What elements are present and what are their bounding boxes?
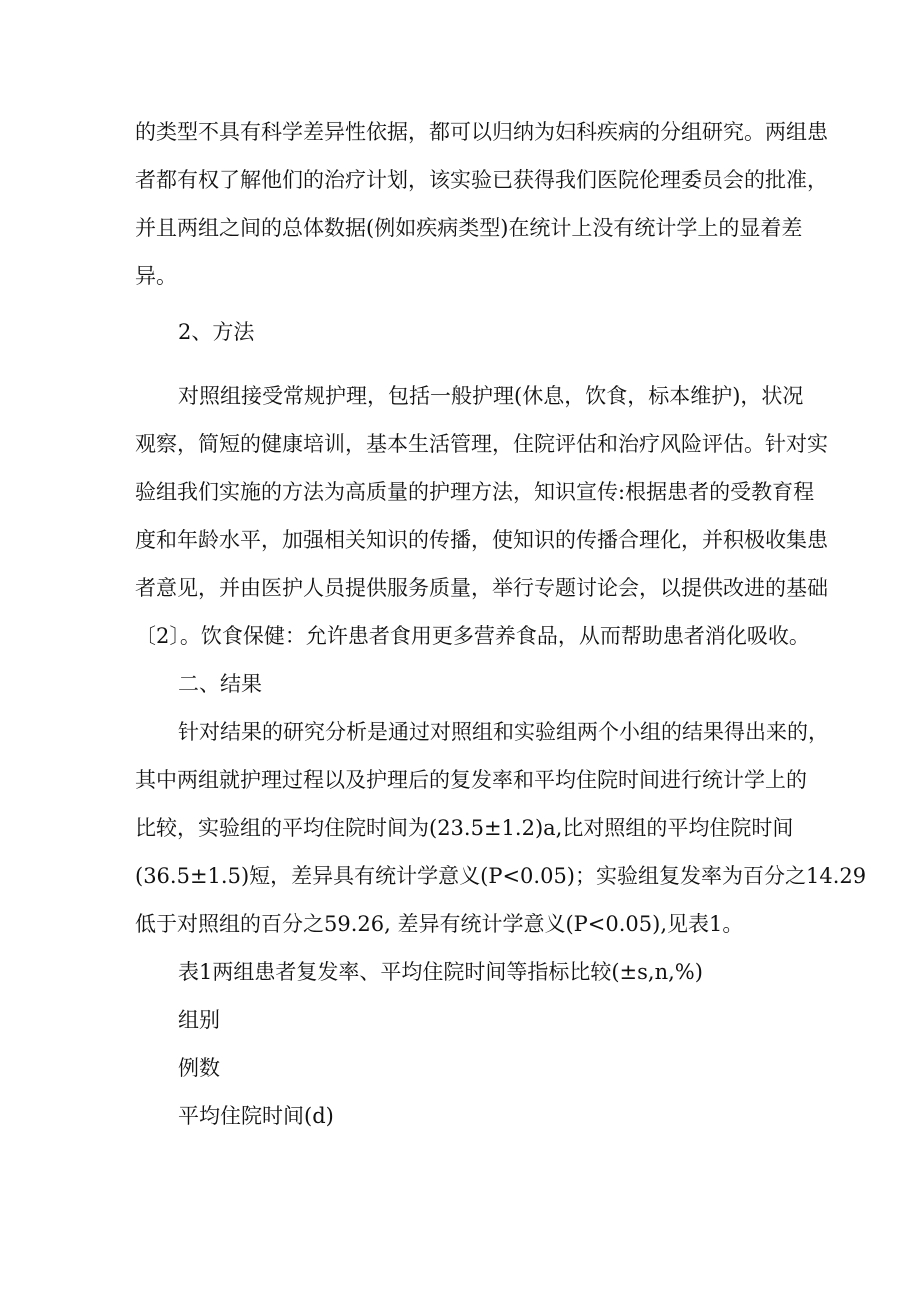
section-heading-method: 2、方法	[178, 320, 255, 344]
section-heading-results: 二、结果	[178, 672, 262, 696]
table-header-count: 例数	[178, 1056, 220, 1080]
table-header-avg-stay: 平均住院时间(d)	[178, 1104, 334, 1128]
paragraph-line: 的类型不具有科学差异性依据，都可以归纳为妇科疾病的分组研究。两组患	[135, 120, 828, 144]
paragraph-line: 对照组接受常规护理，包括一般护理(休息，饮食，标本维护)，状况	[178, 384, 804, 408]
paragraph-line: 者意见，并由医护人员提供服务质量，举行专题讨论会，以提供改进的基础	[135, 576, 828, 600]
paragraph-line: (36.5±1.5)短，差异具有统计学意义(P<0.05)；实验组复发率为百分之14.29	[135, 864, 867, 888]
paragraph-line: 〔2〕。饮食保健：允许患者食用更多营养食品，从而帮助患者消化吸收。	[135, 624, 810, 648]
paragraph-line: 比较，实验组的平均住院时间为(23.5±1.2)a,比对照组的平均住院时间	[135, 816, 794, 840]
table-caption: 表1两组患者复发率、平均住院时间等指标比较(±s,n,%)	[178, 960, 703, 984]
paragraph-line: 异。	[135, 264, 177, 288]
table-header-group: 组别	[178, 1008, 220, 1032]
paragraph-line: 验组我们实施的方法为高质量的护理方法，知识宣传:根据患者的受教育程	[135, 480, 815, 504]
paragraph-line: 度和年龄水平，加强相关知识的传播，使知识的传播合理化，并积极收集患	[135, 528, 828, 552]
paragraph-line: 低于对照组的百分之59.26, 差异有统计学意义(P<0.05),见表1。	[135, 912, 744, 936]
paragraph-line: 针对结果的研究分析是通过对照组和实验组两个小组的结果得出来的，	[178, 720, 829, 744]
paragraph-line: 其中两组就护理过程以及护理后的复发率和平均住院时间进行统计学上的	[135, 768, 807, 792]
paragraph-line: 观察，简短的健康培训，基本生活管理，住院评估和治疗风险评估。针对实	[135, 432, 828, 456]
paragraph-line: 并且两组之间的总体数据(例如疾病类型)在统计上没有统计学上的显着差	[135, 216, 803, 240]
paragraph-line: 者都有权了解他们的治疗计划，该实验已获得我们医院伦理委员会的批准，	[135, 168, 828, 192]
